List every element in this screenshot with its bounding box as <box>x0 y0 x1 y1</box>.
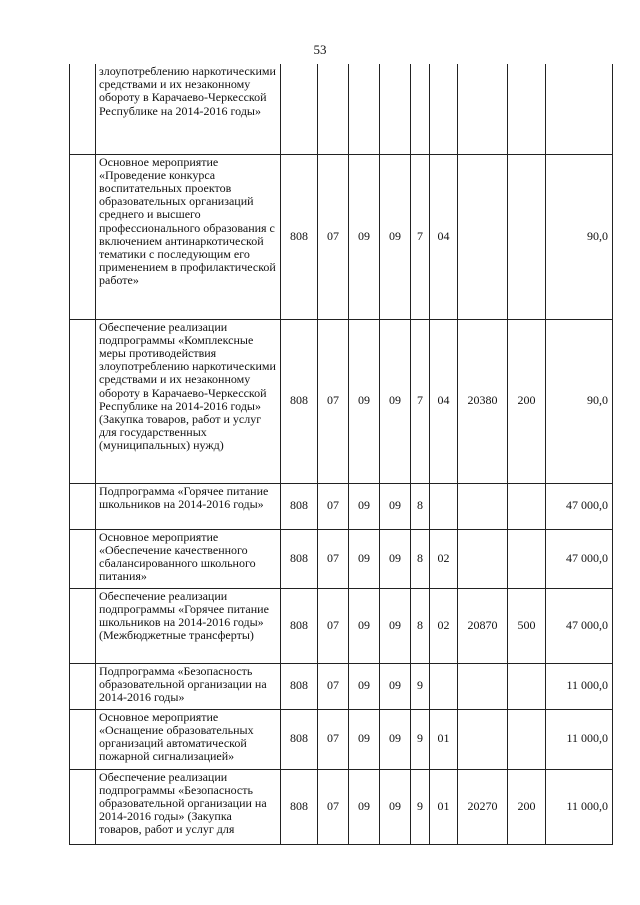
row-index-cell <box>70 319 96 483</box>
page-number: 53 <box>313 42 327 57</box>
row-name-cell: Обеспечение реализации подпрограммы «Комплексные меры противодействия злоупотреблению наркотическими средствами и их незаконному обороту в Карачаево-Черкесской Республике на 2014-2016 годы» (Закупка товаров, работ и услуг для государственных (муниципальных) нужд) <box>96 319 281 483</box>
ministry-code-cell: 808 <box>281 588 318 663</box>
ministry-code-cell: 808 <box>281 529 318 588</box>
section-code-cell: 07 <box>318 663 349 709</box>
table-row <box>70 769 613 844</box>
amount-cell: 11 000,0 <box>546 709 613 769</box>
program-code-cell: 09 <box>380 588 411 663</box>
expense-type-cell <box>508 64 546 154</box>
amount-cell: 90,0 <box>546 154 613 319</box>
event-code-cell: 04 <box>430 154 458 319</box>
direction-code-cell: 20380 <box>458 319 508 483</box>
subsection-code-cell: 09 <box>349 769 380 844</box>
row-name-cell: Обеспечение реализации подпрограммы «Безопасность образовательной организации на 2014-2016 годы» (Закупка товаров, работ и услуг для <box>96 769 281 844</box>
subprogram-code-cell: 8 <box>411 588 430 663</box>
event-code-cell: 04 <box>430 319 458 483</box>
program-code-cell: 09 <box>380 319 411 483</box>
event-code-cell: 02 <box>430 529 458 588</box>
amount-cell <box>546 64 613 154</box>
program-code-cell: 09 <box>380 663 411 709</box>
direction-code-cell <box>458 529 508 588</box>
amount-cell: 47 000,0 <box>546 588 613 663</box>
event-code-cell: 01 <box>430 709 458 769</box>
section-code-cell: 07 <box>318 588 349 663</box>
expense-type-cell: 200 <box>508 319 546 483</box>
expense-type-cell <box>508 663 546 709</box>
subsection-code-cell: 09 <box>349 663 380 709</box>
budget-table <box>69 64 613 845</box>
expense-type-cell: 200 <box>508 769 546 844</box>
table-row <box>70 529 613 588</box>
row-name-cell: Основное мероприятие «Проведение конкурса воспитательных проектов образовательных организаций среднего и высшего профессионального образования с включением антинаркотической тематики с последующим его применением в профилактической работе» <box>96 154 281 319</box>
direction-code-cell <box>458 663 508 709</box>
event-code-cell <box>430 663 458 709</box>
direction-code-cell: 20270 <box>458 769 508 844</box>
subprogram-code-cell: 8 <box>411 483 430 529</box>
expense-type-cell: 500 <box>508 588 546 663</box>
program-code-cell: 09 <box>380 709 411 769</box>
subprogram-code-cell: 7 <box>411 319 430 483</box>
subprogram-code-cell: 9 <box>411 709 430 769</box>
ministry-code-cell: 808 <box>281 769 318 844</box>
ministry-code-cell: 808 <box>281 483 318 529</box>
ministry-code-cell <box>281 64 318 154</box>
amount-cell: 11 000,0 <box>546 769 613 844</box>
ministry-code-cell: 808 <box>281 319 318 483</box>
row-name-cell: Подпрограмма «Безопасность образовательной организации на 2014-2016 годы» <box>96 663 281 709</box>
ministry-code-cell: 808 <box>281 154 318 319</box>
amount-cell: 47 000,0 <box>546 529 613 588</box>
subsection-code-cell: 09 <box>349 529 380 588</box>
event-code-cell: 02 <box>430 588 458 663</box>
amount-cell: 90,0 <box>546 319 613 483</box>
section-code-cell: 07 <box>318 483 349 529</box>
row-index-cell <box>70 529 96 588</box>
row-index-cell <box>70 709 96 769</box>
table-row <box>70 588 613 663</box>
subsection-code-cell: 09 <box>349 154 380 319</box>
row-index-cell <box>70 588 96 663</box>
direction-code-cell: 20870 <box>458 588 508 663</box>
row-name-cell: злоупотреблению наркотическими средствами и их незаконному обороту в Карачаево-Черкесской Республике на 2014-2016 годы» <box>96 64 281 154</box>
row-index-cell <box>70 64 96 154</box>
row-name-cell: Основное мероприятие «Оснащение образовательных организаций автоматической пожарной сигнализацией» <box>96 709 281 769</box>
subprogram-code-cell: 9 <box>411 769 430 844</box>
event-code-cell: 01 <box>430 769 458 844</box>
direction-code-cell <box>458 709 508 769</box>
amount-cell: 11 000,0 <box>546 663 613 709</box>
subprogram-code-cell: 7 <box>411 154 430 319</box>
row-name-cell: Подпрограмма «Горячее питание школьников на 2014-2016 годы» <box>96 483 281 529</box>
program-code-cell <box>380 64 411 154</box>
section-code-cell: 07 <box>318 319 349 483</box>
program-code-cell: 09 <box>380 769 411 844</box>
expense-type-cell <box>508 483 546 529</box>
section-code-cell: 07 <box>318 154 349 319</box>
table-row <box>70 483 613 529</box>
row-name-cell: Обеспечение реализации подпрограммы «Горячее питание школьников на 2014-2016 годы» (Межбюджетные трансферты) <box>96 588 281 663</box>
row-index-cell <box>70 663 96 709</box>
section-code-cell: 07 <box>318 769 349 844</box>
amount-cell: 47 000,0 <box>546 483 613 529</box>
program-code-cell: 09 <box>380 154 411 319</box>
expense-type-cell <box>508 154 546 319</box>
subsection-code-cell: 09 <box>349 483 380 529</box>
subprogram-code-cell <box>411 64 430 154</box>
table-row <box>70 64 613 154</box>
ministry-code-cell: 808 <box>281 709 318 769</box>
section-code-cell <box>318 64 349 154</box>
subsection-code-cell <box>349 64 380 154</box>
table-row <box>70 709 613 769</box>
program-code-cell: 09 <box>380 529 411 588</box>
ministry-code-cell: 808 <box>281 663 318 709</box>
expense-type-cell <box>508 529 546 588</box>
subsection-code-cell: 09 <box>349 588 380 663</box>
row-index-cell <box>70 483 96 529</box>
subsection-code-cell: 09 <box>349 319 380 483</box>
event-code-cell <box>430 483 458 529</box>
table-row <box>70 663 613 709</box>
row-index-cell <box>70 154 96 319</box>
expense-type-cell <box>508 709 546 769</box>
table-row <box>70 319 613 483</box>
direction-code-cell <box>458 483 508 529</box>
section-code-cell: 07 <box>318 709 349 769</box>
direction-code-cell <box>458 154 508 319</box>
subprogram-code-cell: 9 <box>411 663 430 709</box>
table-row <box>70 154 613 319</box>
subprogram-code-cell: 8 <box>411 529 430 588</box>
row-index-cell <box>70 769 96 844</box>
event-code-cell <box>430 64 458 154</box>
row-name-cell: Основное мероприятие «Обеспечение качественного сбалансированного школьного питания» <box>96 529 281 588</box>
direction-code-cell <box>458 64 508 154</box>
subsection-code-cell: 09 <box>349 709 380 769</box>
program-code-cell: 09 <box>380 483 411 529</box>
section-code-cell: 07 <box>318 529 349 588</box>
